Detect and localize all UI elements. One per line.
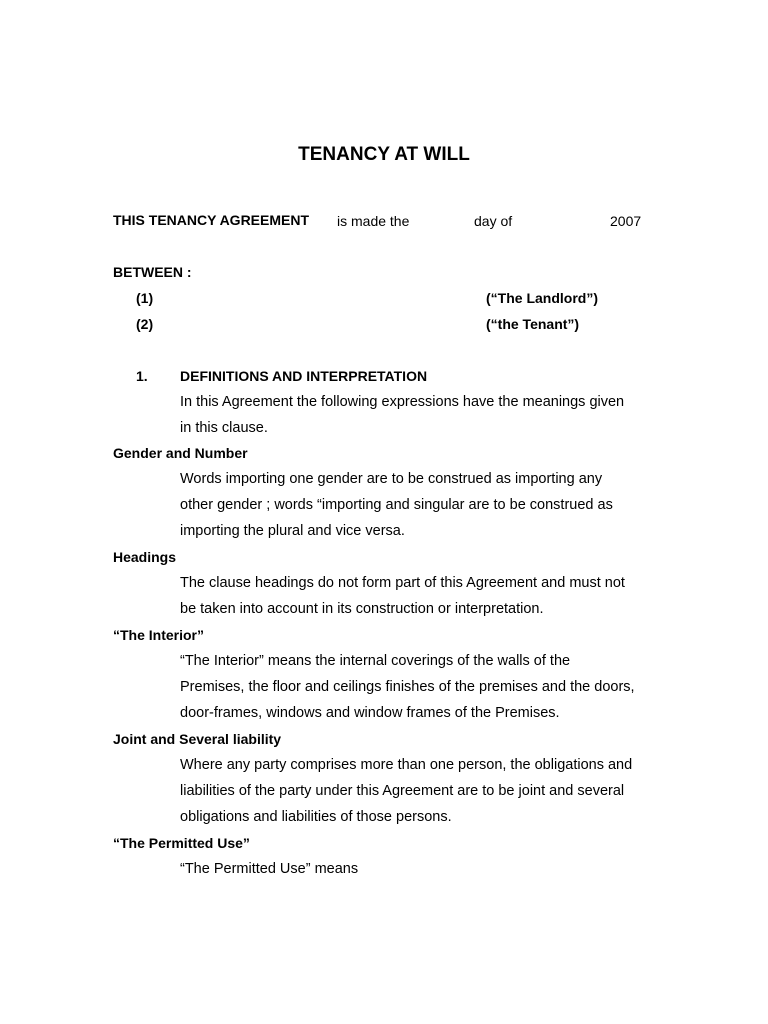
definition-line: “The Permitted Use” means xyxy=(180,861,359,877)
definition-line: liabilities of the party under this Agreement are to be joint and several xyxy=(180,783,625,799)
definition-line: other gender ; words “importing and singular are to be construed as xyxy=(180,497,613,513)
definition-term: Gender and Number xyxy=(113,445,248,461)
definition-term: “The Interior” xyxy=(113,627,205,643)
party1-number: (1) xyxy=(136,290,154,306)
party2-number: (2) xyxy=(136,316,154,332)
definition-line: importing the plural and vice versa. xyxy=(180,523,405,539)
definition-line: Words importing one gender are to be construed as importing any xyxy=(180,471,603,487)
agreement-label: THIS TENANCY AGREEMENT xyxy=(113,212,310,228)
section-intro-line: in this clause. xyxy=(180,420,268,436)
party1-role: (“The Landlord”) xyxy=(486,290,598,306)
definition-line: “The Interior” means the internal coverings of the walls of the xyxy=(180,653,571,669)
section-heading: DEFINITIONS AND INTERPRETATION xyxy=(180,368,428,384)
document-title: TENANCY AT WILL xyxy=(298,144,470,165)
definition-term: Headings xyxy=(113,549,177,565)
section-intro-line: In this Agreement the following expressions have the meanings given xyxy=(180,394,625,410)
definition-line: Premises, the floor and ceilings finishes of the premises and the doors, xyxy=(180,679,635,695)
definition-line: door-frames, windows and window frames of the Premises. xyxy=(180,705,560,721)
party2-role: (“the Tenant”) xyxy=(486,316,580,332)
definition-line: Where any party comprises more than one person, the obligations and xyxy=(180,757,633,773)
definition-line: The clause headings do not form part of this Agreement and must not xyxy=(180,575,625,591)
day-of-text: day of xyxy=(474,213,513,229)
definition-line: obligations and liabilities of those persons. xyxy=(180,809,452,825)
section-number: 1. xyxy=(136,368,148,384)
year-text: 2007 xyxy=(610,213,642,229)
definition-term: “The Permitted Use” xyxy=(113,835,250,851)
definition-line: be taken into account in its construction or interpretation. xyxy=(180,601,544,617)
definition-term: Joint and Several liability xyxy=(113,731,282,747)
made-the-text: is made the xyxy=(337,213,410,229)
between-label: BETWEEN : xyxy=(113,264,192,280)
